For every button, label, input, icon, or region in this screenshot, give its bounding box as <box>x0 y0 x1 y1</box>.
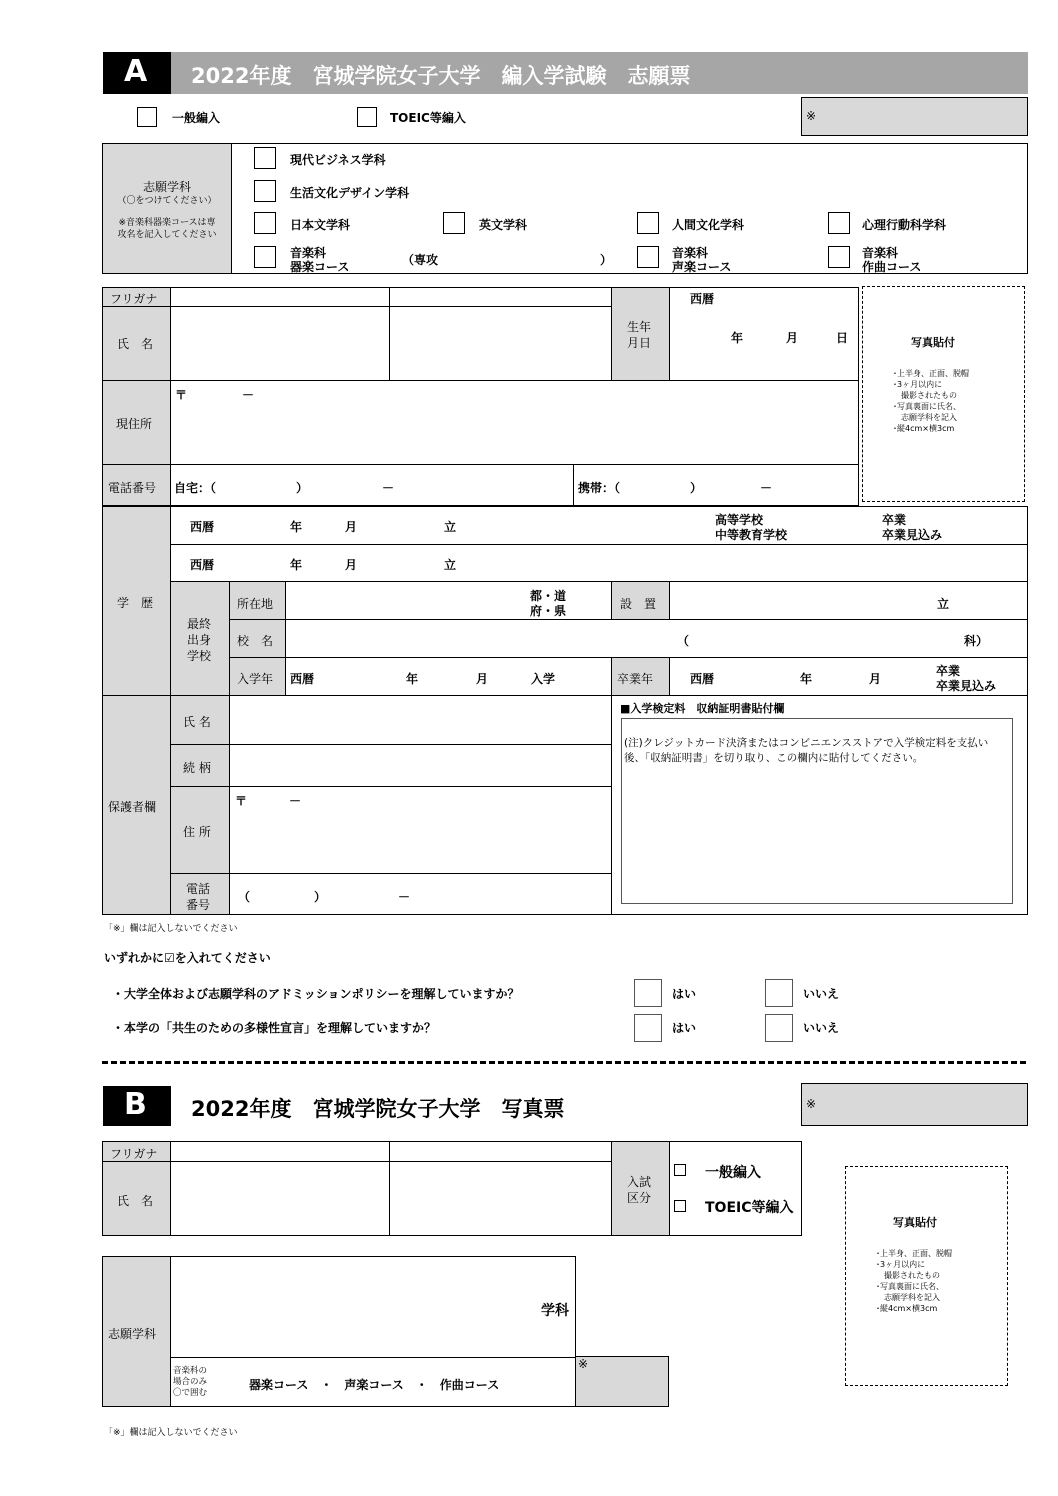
phone-mobile-dash: － <box>760 481 773 495</box>
department-note-2: 攻名を記入してください <box>117 230 217 240</box>
cut-line <box>102 1061 1026 1064</box>
guardian-relation-label: 続 柄 <box>183 761 211 775</box>
b-toeic-checkbox[interactable] <box>674 1200 686 1212</box>
edu-row1-grad: 卒業 <box>882 513 907 527</box>
guardian-name-label: 氏 名 <box>183 715 211 729</box>
edu-row1-hs: 高等学校 <box>715 513 764 527</box>
section-b-title: 2022年度 宮城学院女子大学 写真票 <box>191 1097 565 1121</box>
edu-row2-seireki: 西暦 <box>190 558 215 572</box>
footnote-b: 「※」欄は記入しないでください <box>104 1428 238 1438</box>
footnote-a: 「※」欄は記入しないでください <box>104 924 238 934</box>
edu-row2-year: 年 <box>290 558 303 572</box>
b-toeic-label: TOEIC等編入 <box>705 1200 794 1216</box>
address-postal-dash: － <box>242 388 255 402</box>
dept-music-composition-checkbox[interactable] <box>828 246 850 268</box>
office-use-mark-a: ※ <box>806 109 817 123</box>
phone-mobile-label: 携帯：（ <box>578 481 621 495</box>
b-music-note-2: 場合のみ <box>173 1377 208 1387</box>
b-name-label: 氏 名 <box>117 1194 154 1208</box>
name-label: 氏 名 <box>117 337 154 351</box>
guardian-relation-input[interactable] <box>230 745 610 785</box>
phone-home-close: ） <box>296 481 309 495</box>
grad-status-1: 卒業 <box>936 664 961 678</box>
edu-row1-grad-expected: 卒業見込み <box>882 528 943 542</box>
dept-psychology-checkbox[interactable] <box>828 212 850 234</box>
office-use-box-b2 <box>575 1356 669 1407</box>
guardian-phone-label-1: 電話 <box>186 882 211 896</box>
b-gakka-label: 学科 <box>541 1303 569 1319</box>
birth-month-unit: 月 <box>786 331 799 345</box>
dept-music-vocal-checkbox[interactable] <box>637 246 659 268</box>
edu-row1-year: 年 <box>290 520 303 534</box>
check-instruction: いずれかに☑を入れてください <box>104 951 271 965</box>
dept-music-composition-label-2: 作曲コース <box>862 260 922 274</box>
q1-yes-label: はい <box>672 987 697 1001</box>
dept-music-composition-label-1: 音楽科 <box>862 246 899 260</box>
guardian-phone-dash: － <box>398 890 411 904</box>
photo-notes-a: ･上半身、正面、脱帽 ･3ヶ月以内に 撮影されたもの ･写真裏面に氏名、 志願学科を記入 ･縦4cm×横3cm <box>893 369 969 433</box>
education-label: 学 歴 <box>117 596 154 610</box>
location-label: 所在地 <box>237 597 274 611</box>
furigana-label: フリガナ <box>110 292 158 306</box>
department-label: 志願学科 <box>142 180 191 194</box>
grad-month-unit: 月 <box>869 672 882 686</box>
location-pref-2: 府・県 <box>530 604 567 618</box>
guardian-phone-label-2: 番号 <box>186 898 211 912</box>
department-sub: （〇をつけてください） <box>117 196 217 206</box>
guardian-name-input[interactable] <box>230 697 610 743</box>
receipt-note-1: (注)クレジットカード決済またはコンビニエンスストアで入学検定料を支払い <box>624 737 989 749</box>
q1-yes-checkbox[interactable] <box>634 979 662 1007</box>
dept-music-instrument-checkbox[interactable] <box>254 246 276 268</box>
edu-row2-month: 月 <box>345 558 358 572</box>
q2-no-checkbox[interactable] <box>765 1014 793 1042</box>
office-use-box-b <box>801 1083 1028 1126</box>
birth-year-unit: 年 <box>731 331 744 345</box>
phone-home-label: 自宅：（ <box>174 481 217 495</box>
b-name-input[interactable] <box>171 1162 611 1235</box>
section-a-title: 2022年度 宮城学院女子大学 編入学試験 志願票 <box>191 64 691 88</box>
photo-title-b: 写真貼付 <box>893 1216 937 1229</box>
furigana-input[interactable] <box>171 288 611 306</box>
edu-row1-month: 月 <box>345 520 358 534</box>
office-use-mark-b: ※ <box>806 1097 817 1111</box>
edu-row2-ritsu: 立 <box>444 558 457 572</box>
edu-row1-ritsu: 立 <box>444 520 457 534</box>
dept-business-label: 現代ビジネス学科 <box>290 153 386 167</box>
q1-no-checkbox[interactable] <box>765 979 793 1007</box>
enroll-unit: 入学 <box>531 672 556 686</box>
b-general-checkbox[interactable] <box>674 1164 686 1176</box>
b-furigana-input[interactable] <box>171 1142 611 1161</box>
dept-humanculture-label: 人間文化学科 <box>672 218 745 232</box>
dept-lifestyle-checkbox[interactable] <box>254 180 276 202</box>
guardian-address-label: 住 所 <box>183 825 211 839</box>
dept-business-checkbox[interactable] <box>254 147 276 169</box>
guardian-phone-close: ） <box>314 890 327 904</box>
dept-humanculture-checkbox[interactable] <box>637 212 659 234</box>
department-label-cell <box>103 144 232 273</box>
name-input[interactable] <box>171 307 611 380</box>
label-col-bg <box>103 288 170 505</box>
address-postal-mark: 〒 <box>175 388 188 402</box>
dept-music-vocal-label-2: 声楽コース <box>672 260 732 274</box>
photo-notes-b: ･上半身、正面、脱帽 ･3ヶ月以内に 撮影されたもの ･写真裏面に氏名、 志願学科を記入 ･縦4cm×横3cm <box>876 1249 952 1313</box>
b-general-label: 一般編入 <box>705 1165 761 1181</box>
grad-status-2: 卒業見込み <box>936 679 997 693</box>
last-school-label-1: 最終 <box>187 617 212 631</box>
enroll-seireki: 西暦 <box>290 672 315 686</box>
edu-row1-secondary: 中等教育学校 <box>715 528 788 542</box>
enroll-year-label: 入学年 <box>237 672 274 686</box>
birth-day-unit: 日 <box>836 331 849 345</box>
guardian-label: 保護者欄 <box>108 800 157 814</box>
school-name-label: 校 名 <box>237 634 274 648</box>
enroll-month-unit: 月 <box>476 672 489 686</box>
general-transfer-label: 一般編入 <box>172 111 221 125</box>
dept-japanese-label: 日本文学科 <box>290 218 351 232</box>
section-b-letter: B <box>124 1087 147 1122</box>
b-music-courses: 器楽コース ・ 声楽コース ・ 作曲コース <box>249 1378 500 1392</box>
department-note-1: ※音楽科器楽コースは専 <box>118 218 216 228</box>
question-1: ・大学全体および志願学科のアドミッションポリシーを理解していますか？ <box>112 987 520 1001</box>
phone-label: 電話番号 <box>108 481 157 495</box>
grad-year-label: 卒業年 <box>617 672 654 686</box>
q2-yes-label: はい <box>672 1021 697 1035</box>
guardian-phone-open: （ <box>238 890 251 904</box>
b-music-note-3: 〇で囲む <box>173 1388 208 1398</box>
phone-mobile-close: ） <box>690 481 703 495</box>
school-name-paren: （ <box>677 634 690 648</box>
establish-ritsu: 立 <box>937 597 950 611</box>
guardian-postal-dash: － <box>289 794 302 808</box>
dept-music-instrument-label-1: 音楽科 <box>290 246 327 260</box>
grad-year-unit: 年 <box>800 672 813 686</box>
guardian-postal: 〒 <box>235 794 248 808</box>
establish-label: 設 置 <box>620 597 657 611</box>
address-label: 現住所 <box>116 417 153 431</box>
phone-home-dash: － <box>382 481 395 495</box>
dept-lifestyle-label: 生活文化デザイン学科 <box>290 186 410 200</box>
b-furigana-label: フリガナ <box>110 1147 158 1161</box>
q2-yes-checkbox[interactable] <box>634 1014 662 1042</box>
toeic-transfer-label: TOEIC等編入 <box>390 111 466 125</box>
question-2: ・本学の「共生のための多様性宣言」を理解していますか？ <box>112 1021 437 1035</box>
birth-label-1: 生年 <box>627 320 652 334</box>
receipt-title: ■入学検定料 収納証明書貼付欄 <box>620 702 785 715</box>
office-use-mark-b2: ※ <box>578 1357 589 1371</box>
dept-music-major-close: ） <box>600 253 613 267</box>
q1-no-label: いいえ <box>803 987 840 1001</box>
section-a-letter: A <box>124 54 148 89</box>
dept-music-major-open: （専攻 <box>402 253 439 267</box>
receipt-note-2: 後、「収納証明書」を切り取り、この欄内に貼付してください。 <box>624 752 924 764</box>
dept-english-label: 英文学科 <box>479 218 528 232</box>
b-dept-input[interactable] <box>171 1257 575 1357</box>
b-exam-label-1: 入試 <box>627 1175 652 1189</box>
dept-english-checkbox[interactable] <box>443 212 465 234</box>
address-input[interactable] <box>171 381 858 464</box>
location-pref-1: 都・道 <box>530 589 567 603</box>
b-music-note-1: 音楽科の <box>173 1366 208 1376</box>
dept-music-vocal-label-1: 音楽科 <box>672 246 709 260</box>
enroll-year-unit: 年 <box>406 672 419 686</box>
grad-seireki: 西暦 <box>690 672 715 686</box>
general-transfer-checkbox[interactable] <box>137 107 157 127</box>
q2-no-label: いいえ <box>803 1021 840 1035</box>
dept-japanese-checkbox[interactable] <box>254 212 276 234</box>
last-school-label-3: 学校 <box>187 649 212 663</box>
dept-music-instrument-label-2: 器楽コース <box>290 260 350 274</box>
birth-label-2: 月日 <box>627 336 652 350</box>
photo-title-a: 写真貼付 <box>911 336 955 349</box>
b-exam-label-2: 区分 <box>627 1191 652 1205</box>
edu-row1-seireki: 西暦 <box>190 520 215 534</box>
last-school-label-2: 出身 <box>187 633 212 647</box>
birth-seireki: 西暦 <box>690 292 715 306</box>
dept-psychology-label: 心理行動科学科 <box>862 218 947 232</box>
school-name-ka: 科） <box>964 634 989 648</box>
b-dept-label: 志願学科 <box>108 1327 157 1341</box>
toeic-transfer-checkbox[interactable] <box>357 107 377 127</box>
office-use-box-a <box>801 97 1028 136</box>
